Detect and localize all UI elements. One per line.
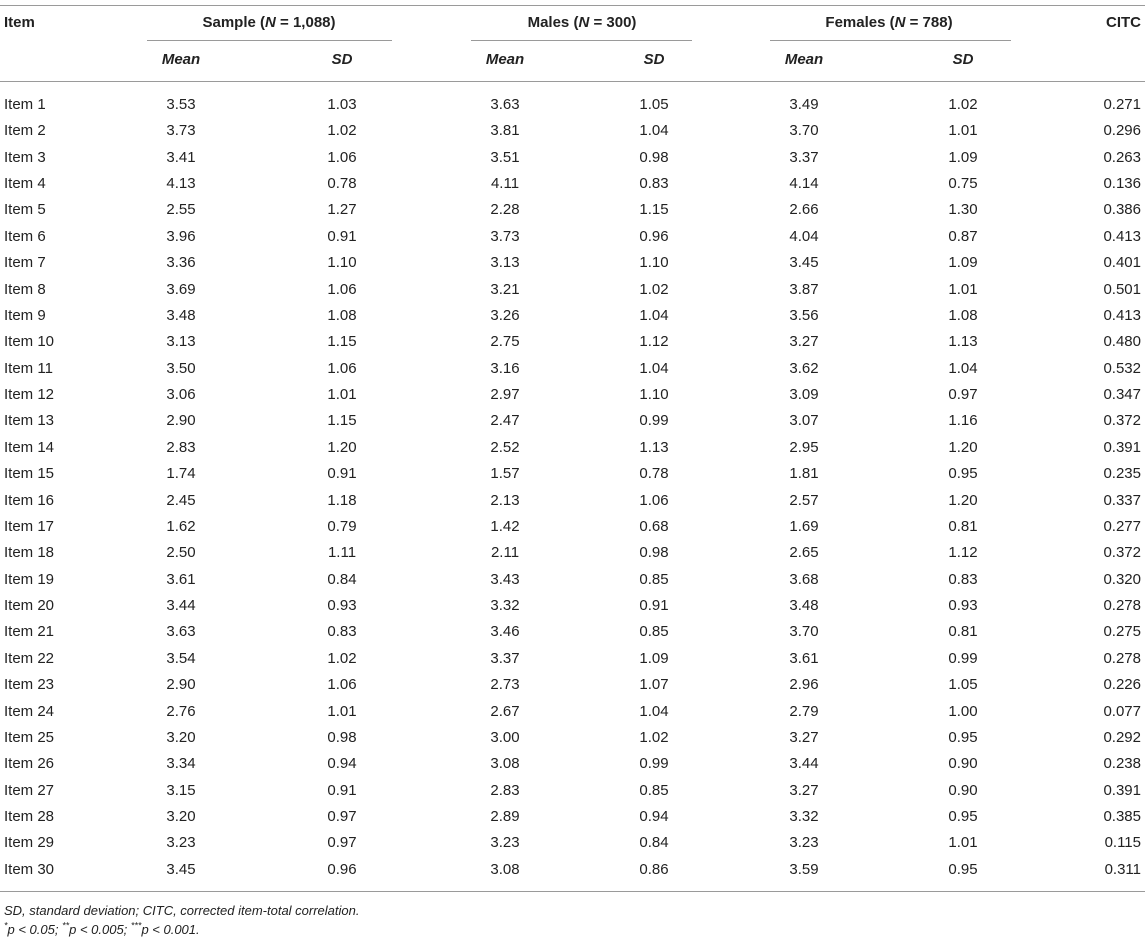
cell-males-mean: 2.67 [490, 703, 520, 720]
cell-citc: 0.320 [1103, 571, 1141, 588]
cell-males-mean: 2.47 [490, 412, 520, 429]
cell-sample-mean: 3.20 [166, 808, 196, 825]
cell-sample-sd: 1.15 [327, 412, 357, 429]
cell-item-label: Item 8 [4, 281, 46, 298]
cell-citc: 0.385 [1103, 808, 1141, 825]
cell-sample-sd: 0.97 [327, 834, 357, 851]
cell-females-sd: 0.99 [948, 650, 978, 667]
header-group-females: Females (N = 788) [825, 14, 953, 31]
cell-females-mean: 2.66 [789, 201, 819, 218]
cell-females-mean: 1.81 [789, 465, 819, 482]
cell-males-sd: 0.99 [639, 412, 669, 429]
cell-sample-mean: 2.83 [166, 439, 196, 456]
cell-sample-sd: 1.01 [327, 703, 357, 720]
cell-males-sd: 0.86 [639, 861, 669, 878]
cell-males-sd: 1.04 [639, 360, 669, 377]
cell-females-sd: 0.90 [948, 782, 978, 799]
cell-females-mean: 4.04 [789, 228, 819, 245]
cell-citc: 0.296 [1103, 122, 1141, 139]
cell-females-mean: 3.32 [789, 808, 819, 825]
cell-males-mean: 2.83 [490, 782, 520, 799]
cell-sample-mean: 3.23 [166, 834, 196, 851]
cell-females-sd: 1.01 [948, 281, 978, 298]
header-group-sample: Sample (N = 1,088) [202, 14, 336, 31]
cell-males-mean: 2.97 [490, 386, 520, 403]
cell-citc: 0.413 [1103, 228, 1141, 245]
cell-sample-mean: 3.36 [166, 254, 196, 271]
footnote-significance: *p < 0.05; **p < 0.005; ***p < 0.001. [4, 920, 200, 937]
cell-sample-mean: 3.48 [166, 307, 196, 324]
cell-males-sd: 0.78 [639, 465, 669, 482]
cell-sample-sd: 0.97 [327, 808, 357, 825]
cell-citc: 0.413 [1103, 307, 1141, 324]
cell-females-mean: 3.27 [789, 782, 819, 799]
cell-item-label: Item 6 [4, 228, 46, 245]
cell-females-mean: 1.69 [789, 518, 819, 535]
cell-citc: 0.277 [1103, 518, 1141, 535]
cell-males-mean: 3.00 [490, 729, 520, 746]
cell-males-sd: 1.02 [639, 729, 669, 746]
cell-sample-mean: 1.62 [166, 518, 196, 535]
cell-citc: 0.372 [1103, 412, 1141, 429]
cell-sample-sd: 1.10 [327, 254, 357, 271]
cell-sample-sd: 1.27 [327, 201, 357, 218]
cell-citc: 0.337 [1103, 492, 1141, 509]
cell-females-mean: 3.07 [789, 412, 819, 429]
cell-item-label: Item 27 [4, 782, 55, 799]
cell-males-sd: 1.05 [639, 96, 669, 113]
cell-citc: 0.278 [1103, 650, 1141, 667]
cell-citc: 0.226 [1103, 676, 1141, 693]
cell-item-label: Item 20 [4, 597, 55, 614]
cell-sample-mean: 3.50 [166, 360, 196, 377]
cell-females-mean: 2.79 [789, 703, 819, 720]
cell-item-label: Item 16 [4, 492, 55, 509]
cell-males-mean: 4.11 [490, 175, 520, 192]
cell-females-mean: 3.68 [789, 571, 819, 588]
cell-citc: 0.136 [1103, 175, 1141, 192]
cell-females-sd: 0.95 [948, 465, 978, 482]
cell-sample-sd: 1.06 [327, 281, 357, 298]
cell-sample-sd: 0.93 [327, 597, 357, 614]
cell-females-mean: 2.57 [789, 492, 819, 509]
cell-males-sd: 0.98 [639, 149, 669, 166]
cell-males-sd: 0.91 [639, 597, 669, 614]
cell-males-mean: 3.26 [490, 307, 520, 324]
cell-females-sd: 0.90 [948, 755, 978, 772]
cell-males-sd: 1.10 [639, 254, 669, 271]
cell-sample-mean: 1.74 [166, 465, 196, 482]
cell-sample-mean: 3.41 [166, 149, 196, 166]
cell-citc: 0.347 [1103, 386, 1141, 403]
cell-females-sd: 1.30 [948, 201, 978, 218]
cell-sample-mean: 3.13 [166, 333, 196, 350]
cell-citc: 0.263 [1103, 149, 1141, 166]
group-rule-sample [147, 40, 392, 41]
cell-citc: 0.386 [1103, 201, 1141, 218]
cell-females-sd: 1.04 [948, 360, 978, 377]
cell-males-mean: 3.21 [490, 281, 520, 298]
cell-females-mean: 3.27 [789, 729, 819, 746]
cell-females-mean: 3.70 [789, 122, 819, 139]
cell-citc: 0.372 [1103, 544, 1141, 561]
cell-females-sd: 1.00 [948, 703, 978, 720]
group-rule-females [770, 40, 1011, 41]
cell-females-sd: 0.87 [948, 228, 978, 245]
cell-item-label: Item 24 [4, 703, 55, 720]
cell-sample-sd: 0.96 [327, 861, 357, 878]
cell-sample-sd: 1.11 [327, 544, 357, 561]
cell-females-mean: 3.45 [789, 254, 819, 271]
cell-males-sd: 0.94 [639, 808, 669, 825]
cell-item-label: Item 11 [4, 360, 53, 377]
cell-sample-sd: 0.91 [327, 465, 357, 482]
cell-females-sd: 0.83 [948, 571, 978, 588]
cell-sample-mean: 3.63 [166, 623, 196, 640]
cell-sample-mean: 2.50 [166, 544, 196, 561]
cell-females-sd: 0.81 [948, 623, 978, 640]
cell-females-sd: 1.13 [948, 333, 978, 350]
cell-males-mean: 2.13 [490, 492, 520, 509]
cell-item-label: Item 21 [4, 623, 55, 640]
header-males-mean: Mean [485, 51, 525, 68]
cell-males-sd: 0.68 [639, 518, 669, 535]
cell-males-sd: 1.15 [639, 201, 669, 218]
cell-males-sd: 0.85 [639, 623, 669, 640]
cell-males-mean: 1.57 [490, 465, 520, 482]
cell-sample-sd: 1.15 [327, 333, 357, 350]
cell-item-label: Item 5 [4, 201, 46, 218]
cell-citc: 0.391 [1103, 439, 1141, 456]
cell-sample-mean: 3.20 [166, 729, 196, 746]
cell-females-sd: 0.75 [948, 175, 978, 192]
cell-females-mean: 2.65 [789, 544, 819, 561]
cell-citc: 0.292 [1103, 729, 1141, 746]
cell-item-label: Item 28 [4, 808, 55, 825]
cell-item-label: Item 22 [4, 650, 55, 667]
bottom-rule [0, 891, 1145, 892]
cell-males-sd: 1.04 [639, 703, 669, 720]
cell-males-mean: 3.81 [490, 122, 520, 139]
cell-citc: 0.501 [1103, 281, 1141, 298]
header-sample-sd: SD [331, 51, 353, 68]
cell-sample-sd: 1.03 [327, 96, 357, 113]
cell-females-sd: 0.95 [948, 729, 978, 746]
cell-females-mean: 2.95 [789, 439, 819, 456]
cell-item-label: Item 14 [4, 439, 55, 456]
cell-citc: 0.480 [1103, 333, 1141, 350]
cell-males-mean: 3.51 [490, 149, 520, 166]
cell-item-label: Item 9 [4, 307, 46, 324]
cell-sample-mean: 3.69 [166, 281, 196, 298]
cell-males-sd: 1.10 [639, 386, 669, 403]
cell-item-label: Item 18 [4, 544, 55, 561]
group-rule-males [471, 40, 692, 41]
cell-sample-sd: 1.06 [327, 149, 357, 166]
cell-item-label: Item 15 [4, 465, 55, 482]
cell-citc: 0.391 [1103, 782, 1141, 799]
cell-males-mean: 3.63 [490, 96, 520, 113]
cell-sample-mean: 3.45 [166, 861, 196, 878]
cell-sample-mean: 2.90 [166, 412, 196, 429]
cell-sample-sd: 0.91 [327, 782, 357, 799]
cell-males-sd: 0.85 [639, 571, 669, 588]
cell-sample-sd: 0.91 [327, 228, 357, 245]
cell-item-label: Item 19 [4, 571, 55, 588]
cell-sample-mean: 3.06 [166, 386, 196, 403]
cell-females-mean: 3.23 [789, 834, 819, 851]
cell-citc: 0.238 [1103, 755, 1141, 772]
cell-sample-sd: 0.84 [327, 571, 357, 588]
cell-males-mean: 2.73 [490, 676, 520, 693]
cell-females-mean: 3.62 [789, 360, 819, 377]
cell-males-mean: 3.13 [490, 254, 520, 271]
cell-sample-sd: 0.78 [327, 175, 357, 192]
cell-females-sd: 1.16 [948, 412, 978, 429]
cell-males-mean: 2.11 [490, 544, 520, 561]
cell-sample-sd: 1.18 [327, 492, 357, 509]
cell-sample-mean: 3.54 [166, 650, 196, 667]
cell-item-label: Item 4 [4, 175, 46, 192]
cell-females-mean: 3.09 [789, 386, 819, 403]
cell-citc: 0.271 [1103, 96, 1141, 113]
cell-males-mean: 2.52 [490, 439, 520, 456]
header-males-sd: SD [643, 51, 665, 68]
cell-sample-mean: 3.61 [166, 571, 196, 588]
cell-females-sd: 0.81 [948, 518, 978, 535]
cell-males-mean: 3.37 [490, 650, 520, 667]
cell-females-sd: 1.02 [948, 96, 978, 113]
cell-males-sd: 1.02 [639, 281, 669, 298]
cell-item-label: Item 29 [4, 834, 55, 851]
cell-females-sd: 1.01 [948, 122, 978, 139]
cell-item-label: Item 25 [4, 729, 55, 746]
cell-citc: 0.115 [1104, 834, 1141, 851]
cell-females-sd: 0.95 [948, 808, 978, 825]
header-bottom-rule [0, 81, 1145, 82]
cell-sample-sd: 1.20 [327, 439, 357, 456]
cell-sample-sd: 1.02 [327, 122, 357, 139]
cell-males-mean: 3.23 [490, 834, 520, 851]
cell-sample-mean: 2.55 [166, 201, 196, 218]
footnote-abbreviations: SD, standard deviation; CITC, corrected item-total correlation. [4, 903, 360, 918]
cell-males-mean: 3.08 [490, 861, 520, 878]
cell-males-mean: 3.16 [490, 360, 520, 377]
cell-sample-mean: 2.76 [166, 703, 196, 720]
cell-males-sd: 1.09 [639, 650, 669, 667]
cell-females-sd: 1.01 [948, 834, 978, 851]
cell-item-label: Item 10 [4, 333, 55, 350]
cell-males-mean: 2.89 [490, 808, 520, 825]
header-sample-mean: Mean [161, 51, 201, 68]
cell-item-label: Item 1 [4, 96, 46, 113]
header-citc: CITC [1106, 14, 1141, 31]
cell-item-label: Item 13 [4, 412, 55, 429]
header-females-sd: SD [952, 51, 974, 68]
cell-males-mean: 3.46 [490, 623, 520, 640]
cell-item-label: Item 12 [4, 386, 55, 403]
cell-sample-mean: 2.45 [166, 492, 196, 509]
cell-sample-sd: 0.79 [327, 518, 357, 535]
cell-males-mean: 3.08 [490, 755, 520, 772]
cell-sample-sd: 1.02 [327, 650, 357, 667]
cell-males-sd: 1.06 [639, 492, 669, 509]
cell-sample-mean: 4.13 [166, 175, 196, 192]
cell-males-sd: 1.12 [639, 333, 669, 350]
cell-females-mean: 3.56 [789, 307, 819, 324]
cell-sample-mean: 3.44 [166, 597, 196, 614]
cell-item-label: Item 30 [4, 861, 55, 878]
cell-sample-sd: 1.06 [327, 360, 357, 377]
cell-females-mean: 3.59 [789, 861, 819, 878]
cell-females-mean: 3.87 [789, 281, 819, 298]
cell-sample-sd: 0.98 [327, 729, 357, 746]
cell-sample-mean: 3.73 [166, 122, 196, 139]
cell-sample-sd: 0.94 [327, 755, 357, 772]
top-rule [0, 5, 1145, 6]
cell-males-sd: 0.98 [639, 544, 669, 561]
cell-females-mean: 3.37 [789, 149, 819, 166]
cell-males-sd: 0.99 [639, 755, 669, 772]
cell-sample-mean: 2.90 [166, 676, 196, 693]
cell-item-label: Item 23 [4, 676, 55, 693]
cell-females-mean: 3.61 [789, 650, 819, 667]
cell-item-label: Item 2 [4, 122, 46, 139]
cell-citc: 0.532 [1103, 360, 1141, 377]
cell-females-sd: 0.95 [948, 861, 978, 878]
cell-citc: 0.401 [1103, 254, 1141, 271]
cell-males-sd: 0.85 [639, 782, 669, 799]
cell-sample-sd: 1.08 [327, 307, 357, 324]
cell-females-mean: 2.96 [789, 676, 819, 693]
cell-sample-mean: 3.15 [166, 782, 196, 799]
cell-males-mean: 2.75 [490, 333, 520, 350]
cell-males-sd: 0.83 [639, 175, 669, 192]
cell-females-mean: 3.70 [789, 623, 819, 640]
cell-females-mean: 4.14 [789, 175, 819, 192]
cell-sample-sd: 1.06 [327, 676, 357, 693]
cell-sample-mean: 3.96 [166, 228, 196, 245]
cell-females-sd: 1.05 [948, 676, 978, 693]
header-item: Item [4, 14, 35, 31]
cell-sample-sd: 1.01 [327, 386, 357, 403]
cell-item-label: Item 17 [4, 518, 55, 535]
cell-males-mean: 3.73 [490, 228, 520, 245]
cell-males-sd: 1.13 [639, 439, 669, 456]
cell-males-sd: 1.04 [639, 307, 669, 324]
cell-males-mean: 2.28 [490, 201, 520, 218]
cell-females-sd: 1.20 [948, 439, 978, 456]
cell-females-sd: 1.20 [948, 492, 978, 509]
cell-sample-mean: 3.53 [166, 96, 196, 113]
cell-females-sd: 0.97 [948, 386, 978, 403]
cell-citc: 0.235 [1103, 465, 1141, 482]
cell-males-sd: 0.96 [639, 228, 669, 245]
cell-females-mean: 3.44 [789, 755, 819, 772]
cell-females-mean: 3.48 [789, 597, 819, 614]
cell-females-sd: 1.09 [948, 149, 978, 166]
cell-sample-mean: 3.34 [166, 755, 196, 772]
cell-females-sd: 1.09 [948, 254, 978, 271]
cell-males-sd: 0.84 [639, 834, 669, 851]
header-females-mean: Mean [784, 51, 824, 68]
header-group-males: Males (N = 300) [527, 14, 637, 31]
cell-citc: 0.275 [1103, 623, 1141, 640]
cell-males-mean: 3.32 [490, 597, 520, 614]
cell-item-label: Item 3 [4, 149, 46, 166]
cell-males-mean: 1.42 [490, 518, 520, 535]
cell-females-sd: 1.08 [948, 307, 978, 324]
cell-item-label: Item 26 [4, 755, 55, 772]
cell-males-sd: 1.07 [639, 676, 669, 693]
cell-sample-sd: 0.83 [327, 623, 357, 640]
cell-males-mean: 3.43 [490, 571, 520, 588]
cell-females-mean: 3.49 [789, 96, 819, 113]
cell-females-mean: 3.27 [789, 333, 819, 350]
cell-females-sd: 1.12 [948, 544, 978, 561]
cell-citc: 0.311 [1104, 861, 1141, 878]
cell-females-sd: 0.93 [948, 597, 978, 614]
cell-citc: 0.278 [1103, 597, 1141, 614]
cell-males-sd: 1.04 [639, 122, 669, 139]
cell-citc: 0.077 [1103, 703, 1141, 720]
cell-item-label: Item 7 [4, 254, 46, 271]
